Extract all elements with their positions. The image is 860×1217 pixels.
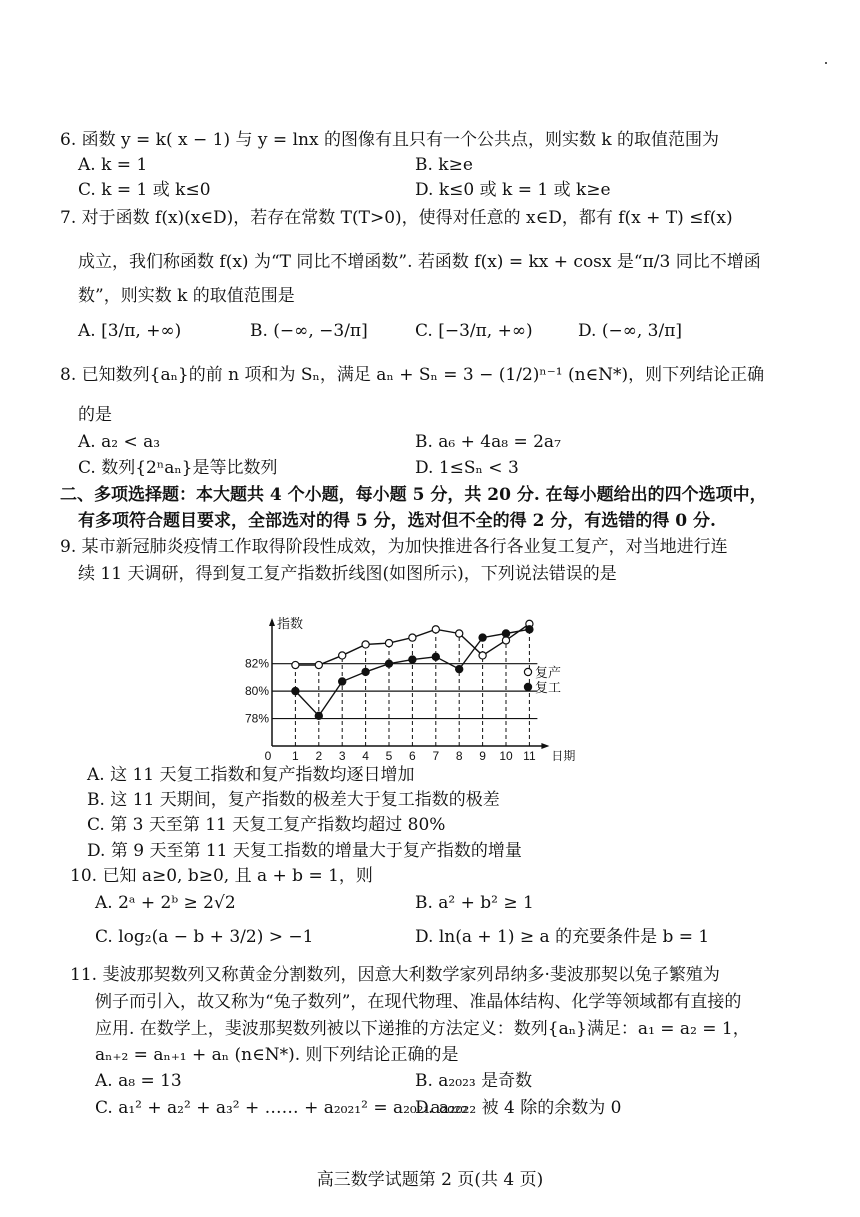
text-line: C. 第 3 天至第 11 天复工复产指数均超过 80% <box>87 815 446 835</box>
text-line: B. k≥e <box>415 155 473 175</box>
y-axis-arrow <box>269 618 275 626</box>
data-point <box>385 660 392 667</box>
y-tick-label: 80% <box>244 684 269 699</box>
x-tick-label: 2 <box>315 749 323 763</box>
y-tick-label: 82% <box>244 656 269 671</box>
data-point <box>456 666 463 673</box>
text-line: 数”，则实数 k 的取值范围是 <box>78 286 295 306</box>
data-point <box>502 637 509 644</box>
text-line: 应用. 在数学上，斐波那契数列被以下递推的方法定义：数列{aₙ}满足：a₁ = a₂ = 1， <box>95 1019 750 1039</box>
x-tick-label: 7 <box>432 749 440 763</box>
text-line: B. 这 11 天期间，复产指数的极差大于复工指数的极差 <box>87 790 500 810</box>
data-point <box>479 652 486 659</box>
x-tick-label: 4 <box>362 749 369 763</box>
text-line: A. a₈ = 13 <box>95 1071 182 1091</box>
data-point <box>292 661 299 668</box>
text-line: A. [3/π, +∞) <box>78 321 182 341</box>
text-line: A. k = 1 <box>78 155 148 175</box>
text-line: 二、多项选择题：本大题共 4 个小题，每小题 5 分，共 20 分. 在每小题给出的四个选项中， <box>60 485 767 505</box>
text-line: 7. 对于函数 f(x)(x∈D)，若存在常数 T(T>0)，使得对任意的 x∈D，都有 f(x + T) ≤f(x) <box>60 208 733 228</box>
text-line: 续 11 天调研，得到复工复产指数折线图(如图所示)，下列说法错误的是 <box>78 564 617 584</box>
text-line: B. a² + b² ≥ 1 <box>415 893 534 913</box>
data-point <box>409 656 416 663</box>
text-line: D. ln(a + 1) ≥ a 的充要条件是 b = 1 <box>415 927 710 947</box>
text-line: aₙ₊₂ = aₙ₊₁ + aₙ (n∈N*). 则下列结论正确的是 <box>95 1045 459 1065</box>
text-line: 有多项符合题目要求，全部选对的得 5 分，选对但不全的得 2 分，有选错的得 0 分. <box>78 511 716 531</box>
text-line: 的是 <box>78 405 112 425</box>
text-line: 6. 函数 y = k( x − 1) 与 y = lnx 的图像有且只有一个公共点，则实数 k 的取值范围为 <box>60 130 720 150</box>
text-line: 10. 已知 a≥0, b≥0, 且 a + b = 1，则 <box>70 866 373 886</box>
data-point <box>526 626 533 633</box>
index-line-chart <box>244 612 576 763</box>
data-point <box>362 641 369 648</box>
text-line: D. (−∞, 3/π] <box>578 321 683 341</box>
page-footer: 高三数学试题第 2 页(共 4 页) <box>316 1170 544 1190</box>
text-line: D. a₂₀₂₂ 被 4 除的余数为 0 <box>415 1098 622 1118</box>
x-tick-label: 10 <box>499 749 513 763</box>
x-tick-label: 5 <box>385 749 393 763</box>
text-line: 8. 已知数列{aₙ}的前 n 项和为 Sₙ，满足 aₙ + Sₙ = 3 − (1/2)ⁿ⁻¹ (n∈N*)，则下列结论正确 <box>60 365 765 385</box>
origin-label: 0 <box>264 749 272 763</box>
text-line: C. k = 1 或 k≤0 <box>78 180 211 200</box>
y-tick-label: 78% <box>244 711 269 726</box>
text-line: C. a₁² + a₂² + a₃² + …… + a₂₀₂₁² = a₂₀₂₁a₂₀₂₂ <box>95 1098 468 1118</box>
text-line: B. a₆ + 4a₈ = 2a₇ <box>415 432 561 452</box>
x-tick-label: 6 <box>409 749 416 763</box>
text-line: C. log₂(a − b + 3/2) > −1 <box>95 927 314 947</box>
text-line: A. 这 11 天复工指数和复产指数均逐日增加 <box>87 765 415 785</box>
text-line: B. (−∞, −3/π] <box>250 321 368 341</box>
x-tick-label: 11 <box>523 749 536 763</box>
x-tick-label: 8 <box>455 749 463 763</box>
legend-marker <box>524 683 531 690</box>
data-point <box>315 712 322 719</box>
text-line: A. a₂ < a₃ <box>78 432 161 452</box>
data-point <box>502 630 509 637</box>
data-point <box>292 688 299 695</box>
text-line: C. [−3/π, +∞) <box>415 321 533 341</box>
data-point <box>409 634 416 641</box>
data-point <box>362 668 369 675</box>
data-point <box>432 653 439 660</box>
x-tick-label: 9 <box>479 749 486 763</box>
text-line: 例子而引入，故又称为“兔子数列”，在现代物理、准晶体结构、化学等领域都有直接的 <box>95 992 742 1012</box>
text-line: 9. 某市新冠肺炎疫情工作取得阶段性成效，为加快推进各行各业复工复产，对当地进行连 <box>60 537 728 557</box>
data-point <box>339 678 346 685</box>
x-tick-label: 1 <box>292 749 299 763</box>
text-line: D. 1≤Sₙ < 3 <box>415 458 519 478</box>
text-line: C. 数列{2ⁿaₙ}是等比数列 <box>78 458 278 478</box>
data-point <box>385 639 392 646</box>
data-point <box>479 634 486 641</box>
legend-label: 复工 <box>535 680 562 695</box>
data-point <box>456 630 463 637</box>
x-tick-label: 3 <box>338 749 346 763</box>
text-line: D. k≤0 或 k = 1 或 k≥e <box>415 180 611 200</box>
text-line: A. 2ᵃ + 2ᵇ ≥ 2√2 <box>95 893 236 913</box>
text-line: 成立，我们称函数 f(x) 为“T 同比不增函数”. 若函数 f(x) = kx + cosx 是“π/3 同比不增函 <box>78 252 761 272</box>
x-axis-label: 日期 <box>551 749 576 763</box>
data-point <box>339 652 346 659</box>
legend-label: 复产 <box>535 665 562 680</box>
x-axis-arrow <box>541 743 549 749</box>
scan-speck <box>825 62 827 64</box>
text-line: B. a₂₀₂₃ 是奇数 <box>415 1071 533 1091</box>
text-line: D. 第 9 天至第 11 天复工指数的增量大于复产指数的增量 <box>87 841 522 861</box>
y-axis-label: 指数 <box>277 616 304 631</box>
legend-marker <box>524 668 531 675</box>
data-point <box>432 626 439 633</box>
text-line: 11. 斐波那契数列又称黄金分割数列，因意大利数学家列昂纳多·斐波那契以兔子繁殖为 <box>70 965 720 985</box>
data-point <box>315 661 322 668</box>
